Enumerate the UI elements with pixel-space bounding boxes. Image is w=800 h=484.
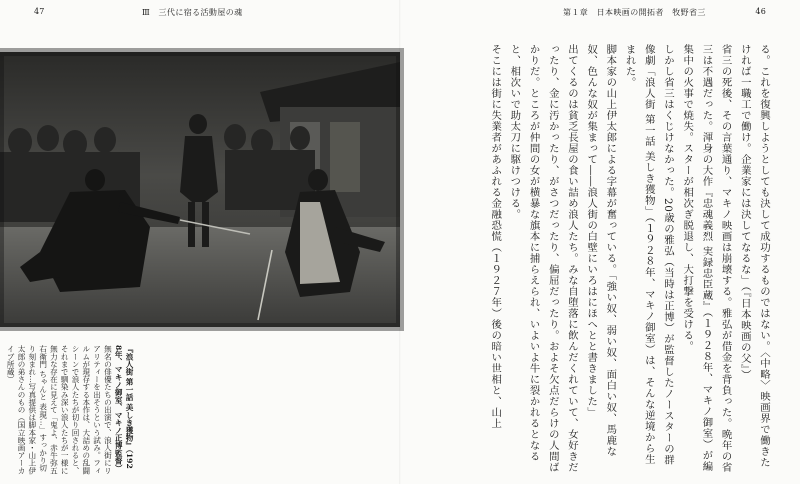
caption-title: 『浪人街 第一話 美しき獲物』（192 8年、マキノ御室、マキノ正博監督） xyxy=(114,345,134,472)
left-page-number: 47 xyxy=(34,7,45,16)
paragraph: そこには街に失業者があふれる金融恐慌（１９２７年）後の暗い世相と、山上 xyxy=(489,44,502,429)
right-running-head: 第１章 日本映画の開拓者 牧野省三 xyxy=(563,8,706,17)
paragraph: 出てくるのは貧乏長屋の食い詰め浪人たち。みな自堕落に飲んだくれていて、女好きだったり、金に汚かったり、がさつだったり、偏屈だったり。およそ欠点だらけの人間ばかりだ。ところが仲間の女が横暴な旗本に捕らえられ、いよいよ牛に裂かれるとなると、相次いで助太刀に駆けつける。 xyxy=(508,44,578,473)
left-running-head: Ⅲ 三代に宿る活動屋の魂 xyxy=(142,8,243,17)
paragraph: 脚本家の山上伊太郎による字幕が奮っている。「強い奴、弱い奴、面白い奴、馬鹿な奴、色んな奴が集まって――浪人街の白壁にいろはにほへとと書きました」 xyxy=(585,44,617,457)
film-still-photo xyxy=(0,52,400,327)
paragraph: る。これを復興しようとしても決して成功するものではない。〈中略〉映画界で働きたければ一職工で働け。企業家には決してなるな」（『日本映画の父』） xyxy=(738,44,770,468)
caption-body: 無名の俳優たちの出演で、浪人街にリアリティーを出そうという試み。フィルムが現存する本作は、大詰めの乱闘シーンで浪人たちが切り回されると、それまで馴染み深い浪人たちが一様に無力な存在に見えて「鬼よ、赤牛弥五右衛門 ちゃんと 表現…」すっかり切り刻まれ…写真提供は脚本家・山上伊太郎の弟さんのもの（国立映画アーカイブ所蔵） xyxy=(6,345,113,475)
paragraph: しかし省三はくじけなかった。20歳の雅弘（当時は正博）が監督したノースターの群像劇「浪人街 第一話 美しき獲物」（１９２８年、マキノ御室）は、そんな逆境から生まれた。 xyxy=(623,44,674,466)
book-gutter xyxy=(399,0,401,484)
body-text xyxy=(428,44,773,474)
photo-caption xyxy=(6,345,134,475)
right-page-number: 46 xyxy=(755,7,766,16)
paragraph: 省三の死後、その言葉通り、マキノ映画は崩壊する。雅弘が借金を背負った。晩年の省三は不遇だった。渾身の大作『忠魂義烈 実録忠臣蔵』（１９２８年、マキノ御室）が編集中の火事で焼失。スターが相次ぎ脱退し、大打撃を受ける。 xyxy=(681,44,732,473)
